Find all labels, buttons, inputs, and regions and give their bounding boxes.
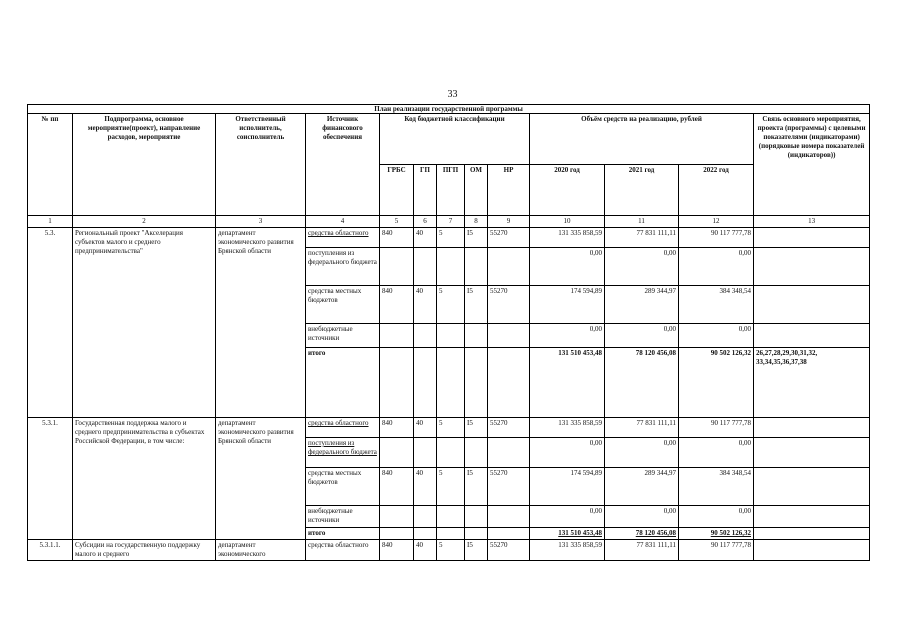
gp-cell [414, 348, 437, 418]
grbs-cell [380, 528, 414, 540]
nr-cell [488, 438, 530, 468]
source-cell: поступления из федерального бюджета [306, 248, 380, 286]
nr-cell [488, 248, 530, 286]
amount-2022: 90 117 777,78 [679, 540, 754, 561]
pgp-cell [437, 528, 465, 540]
gp-cell: 40 [414, 468, 437, 506]
link-cell [754, 286, 870, 324]
grbs-cell: 840 [380, 286, 414, 324]
header-om: ОМ [465, 165, 488, 216]
column-number: 13 [754, 216, 870, 228]
source-cell: средства областного [306, 228, 380, 248]
om-cell [465, 438, 488, 468]
plan-table [27, 104, 870, 561]
amount-2020: 131 335 858,59 [530, 418, 605, 438]
column-number: 10 [530, 216, 605, 228]
column-number: 5 [380, 216, 414, 228]
row-executor: департамент экономического развития Брянской области [216, 228, 306, 418]
om-cell: I5 [465, 418, 488, 438]
gp-cell: 40 [414, 228, 437, 248]
source-cell: средства местных бюджетов [306, 286, 380, 324]
grbs-cell [380, 248, 414, 286]
page-number: 33 [447, 89, 458, 100]
grbs-cell: 840 [380, 540, 414, 561]
amount-2021: 0,00 [605, 248, 679, 286]
grbs-cell [380, 348, 414, 418]
gp-cell [414, 438, 437, 468]
column-number: 9 [488, 216, 530, 228]
nr-cell: 55270 [488, 540, 530, 561]
amount-2021: 77 831 111,11 [605, 418, 679, 438]
header-source: Источник финансового обеспечения [306, 114, 380, 216]
gp-cell [414, 324, 437, 348]
link-cell [754, 324, 870, 348]
pgp-cell [437, 506, 465, 528]
header-2022: 2022 год [679, 165, 754, 216]
om-cell [465, 248, 488, 286]
row-name: Региональный проект "Акселерация субъектов малого и среднего предпринимательства" [73, 228, 216, 418]
om-cell [465, 324, 488, 348]
row-name: Субсидии на государственную поддержку малого и среднего [73, 540, 216, 561]
amount-2021: 0,00 [605, 324, 679, 348]
nr-cell [488, 506, 530, 528]
nr-cell [488, 528, 530, 540]
nr-cell: 55270 [488, 286, 530, 324]
column-number: 8 [465, 216, 488, 228]
pgp-cell [437, 248, 465, 286]
amount-2020: 131 335 858,59 [530, 540, 605, 561]
pgp-cell: 5 [437, 228, 465, 248]
amount-2020: 131 335 858,59 [530, 228, 605, 248]
amount-2022: 384 348,54 [679, 468, 754, 506]
grbs-cell [380, 506, 414, 528]
source-cell: итого [306, 528, 380, 540]
grbs-cell: 840 [380, 228, 414, 248]
amount-2022: 0,00 [679, 438, 754, 468]
nr-cell [488, 348, 530, 418]
grbs-cell: 840 [380, 468, 414, 506]
amount-2021: 0,00 [605, 506, 679, 528]
source-cell: средства областного [306, 418, 380, 438]
om-cell: I5 [465, 228, 488, 248]
link-cell [754, 248, 870, 286]
header-volume: Объём средств на реализацию, рублей [530, 114, 754, 165]
om-cell [465, 528, 488, 540]
column-number: 11 [605, 216, 679, 228]
amount-2020: 0,00 [530, 248, 605, 286]
link-cell [754, 540, 870, 561]
column-number: 2 [73, 216, 216, 228]
om-cell [465, 348, 488, 418]
row-executor: департамент экономического развития Брянской области [216, 418, 306, 540]
amount-2020: 0,00 [530, 438, 605, 468]
amount-2022: 0,00 [679, 248, 754, 286]
pgp-cell: 5 [437, 540, 465, 561]
amount-2021: 78 120 456,08 [605, 528, 679, 540]
column-number: 1 [28, 216, 73, 228]
pgp-cell: 5 [437, 418, 465, 438]
header-pgp: ПГП [437, 165, 465, 216]
amount-2022: 90 117 777,78 [679, 418, 754, 438]
source-cell: средства местных бюджетов [306, 468, 380, 506]
om-cell [465, 506, 488, 528]
link-cell: 26,27,28,29,30,31,32, 33,34,35,36,37,38 [754, 348, 870, 418]
amount-2022: 90 117 777,78 [679, 228, 754, 248]
amount-2021: 77 831 111,11 [605, 228, 679, 248]
header-executor: Ответственный исполнитель, соисполнитель [216, 114, 306, 216]
om-cell: I5 [465, 468, 488, 506]
amount-2021: 289 344,97 [605, 286, 679, 324]
gp-cell [414, 248, 437, 286]
amount-2020: 174 594,89 [530, 286, 605, 324]
nr-cell: 55270 [488, 418, 530, 438]
nr-cell [488, 324, 530, 348]
gp-cell: 40 [414, 418, 437, 438]
amount-2021: 0,00 [605, 438, 679, 468]
om-cell: I5 [465, 540, 488, 561]
header-kbk: Код бюджетной классификации [380, 114, 530, 165]
source-cell: средства областного [306, 540, 380, 561]
table-row [28, 228, 870, 248]
gp-cell: 40 [414, 286, 437, 324]
om-cell: I5 [465, 286, 488, 324]
row-executor: департамент экономического [216, 540, 306, 561]
pgp-cell [437, 438, 465, 468]
link-cell [754, 468, 870, 506]
row-number: 5.3.1. [28, 418, 73, 540]
header-2020: 2020 год [530, 165, 605, 216]
amount-2022: 0,00 [679, 506, 754, 528]
source-cell: внебюджетные источники [306, 506, 380, 528]
amount-2022: 90 502 126,32 [679, 528, 754, 540]
amount-2020: 0,00 [530, 506, 605, 528]
gp-cell [414, 506, 437, 528]
link-cell [754, 438, 870, 468]
amount-2021: 77 831 111,11 [605, 540, 679, 561]
header-subprogram: Подпрограмма, основное мероприятие(проект), направление расходов, мероприятие [73, 114, 216, 216]
nr-cell: 55270 [488, 228, 530, 248]
header-link: Связь основного мероприятия, проекта (программы) с целевыми показателями (индикаторами) (порядковые номера показателей (индикаторов)) [754, 114, 870, 216]
source-cell: внебюджетные источники [306, 324, 380, 348]
amount-2022: 384 348,54 [679, 286, 754, 324]
amount-2021: 78 120 456,08 [605, 348, 679, 418]
grbs-cell: 840 [380, 418, 414, 438]
grbs-cell [380, 438, 414, 468]
nr-cell: 55270 [488, 468, 530, 506]
row-number: 5.3.1.1. [28, 540, 73, 561]
row-name: Государственная поддержка малого и среднего предпринимательства в субъектах Российской Федерации, в том числе: [73, 418, 216, 540]
column-number: 4 [306, 216, 380, 228]
column-number: 12 [679, 216, 754, 228]
amount-2020: 131 510 453,48 [530, 528, 605, 540]
grbs-cell [380, 324, 414, 348]
amount-2020: 174 594,89 [530, 468, 605, 506]
table-title: План реализации государственной программы [28, 105, 870, 114]
link-cell [754, 506, 870, 528]
amount-2020: 0,00 [530, 324, 605, 348]
table-row [28, 418, 870, 438]
amount-2022: 90 502 126,32 [679, 348, 754, 418]
header-gp: ГП [414, 165, 437, 216]
link-cell [754, 228, 870, 248]
column-number: 3 [216, 216, 306, 228]
gp-cell: 40 [414, 540, 437, 561]
gp-cell [414, 528, 437, 540]
header-num: № пп [28, 114, 73, 216]
row-number: 5.3. [28, 228, 73, 418]
pgp-cell [437, 324, 465, 348]
header-2021: 2021 год [605, 165, 679, 216]
amount-2022: 0,00 [679, 324, 754, 348]
header-grbs: ГРБС [380, 165, 414, 216]
link-cell [754, 528, 870, 540]
pgp-cell [437, 348, 465, 418]
pgp-cell: 5 [437, 468, 465, 506]
column-number: 7 [437, 216, 465, 228]
amount-2021: 289 344,97 [605, 468, 679, 506]
table-row [28, 540, 870, 561]
link-cell [754, 418, 870, 438]
source-cell: итого [306, 348, 380, 418]
column-numbers-row [28, 216, 870, 228]
header-nr: НР [488, 165, 530, 216]
column-number: 6 [414, 216, 437, 228]
pgp-cell: 5 [437, 286, 465, 324]
amount-2020: 131 510 453,48 [530, 348, 605, 418]
source-cell: поступления из федерального бюджета [306, 438, 380, 468]
